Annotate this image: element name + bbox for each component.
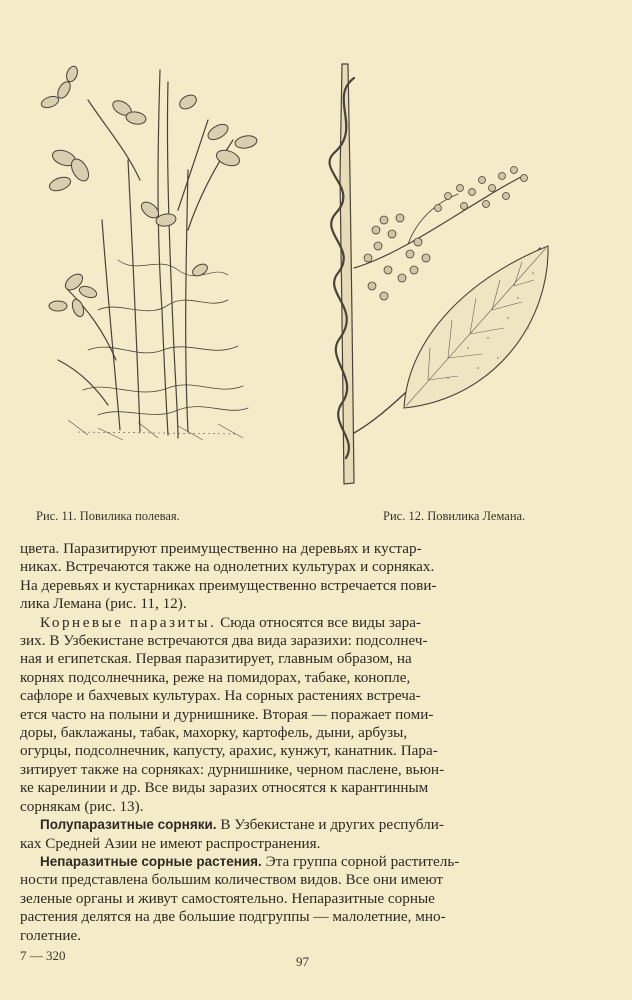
text-line: сорнякам (рис. 13). <box>20 797 144 815</box>
text-line: цвета. Паразитируют преимущественно на деревьях и кустар- <box>20 540 422 557</box>
text-line: ется часто на полыни и дурнишнике. Вторая — поражает поми- <box>20 705 434 723</box>
text-line: доры, баклажаны, табак, махорку, картофель, дыни, арбузы, <box>20 724 408 742</box>
text-line: огурцы, подсолнечник, капусту, арахис, кунжут, канатник. Пара- <box>20 742 438 760</box>
text-run: В Узбекистане и других республи- <box>216 816 444 834</box>
text-line: зеленые органы и живут самостоятельно. Непаразитные сорные <box>20 889 435 907</box>
text-line: ности представлена большим количеством видов. Все они имеют <box>20 871 444 889</box>
text-line: ная и египетская. Первая паразитирует, главным образом, на <box>20 650 412 668</box>
printer-signature: 7 — 320 <box>20 948 66 963</box>
figure-11-caption: Рис. 11. Повилика полевая. <box>36 509 180 523</box>
text-line: ке карелинии и др. Все виды заразих относятся к карантинным <box>20 779 429 797</box>
text-line: никах. Встречаются также на однолетних культурах и сорняках. <box>20 558 435 576</box>
text-line: На деревьях и кустарниках преимущественно встречается пови- <box>20 576 437 594</box>
paragraph-heading: Корневые паразиты. <box>40 613 217 631</box>
paragraph-semi-parasites <box>20 816 580 834</box>
paragraph-root-parasites <box>20 614 580 632</box>
text-line: лика Лемана (рис. 11, 12). <box>20 595 187 613</box>
page-number: 97 <box>296 954 309 969</box>
paragraph-heading: Полупаразитные сорняки. <box>40 817 217 833</box>
text-line: корнях подсолнечника, реже на помидорах, табаке, конопле, <box>20 668 411 686</box>
figure-12-caption: Рис. 12. Повилика Лемана. <box>383 509 526 523</box>
text-line: сафлоре и бахчевых культурах. На сорных растениях встреча- <box>20 687 421 705</box>
text-line: зих. В Узбекистане встречаются два вида заразихи: подсолнеч- <box>20 632 428 650</box>
text-line: зитирует также на сорняках: дурнишнике, черном паслене, вьюн- <box>20 760 445 778</box>
text-line: растения делятся на две большие подгруппы — малолетние, мно- <box>20 908 446 926</box>
paragraph-heading: Непаразитные сорные растения. <box>40 853 262 869</box>
paragraph-non-parasitic <box>20 853 580 871</box>
figure-11-field-dodder-illustration <box>28 60 278 450</box>
figure-12-lehmann-dodder-illustration <box>318 58 563 498</box>
body-text <box>20 540 580 945</box>
text-run: Сюда относятся все виды зара- <box>216 613 421 631</box>
text-run: Эта группа сорной раститель- <box>261 852 460 870</box>
text-line: голетние. <box>20 926 81 944</box>
text-line: ках Средней Азии не имеют распространения. <box>20 834 321 852</box>
